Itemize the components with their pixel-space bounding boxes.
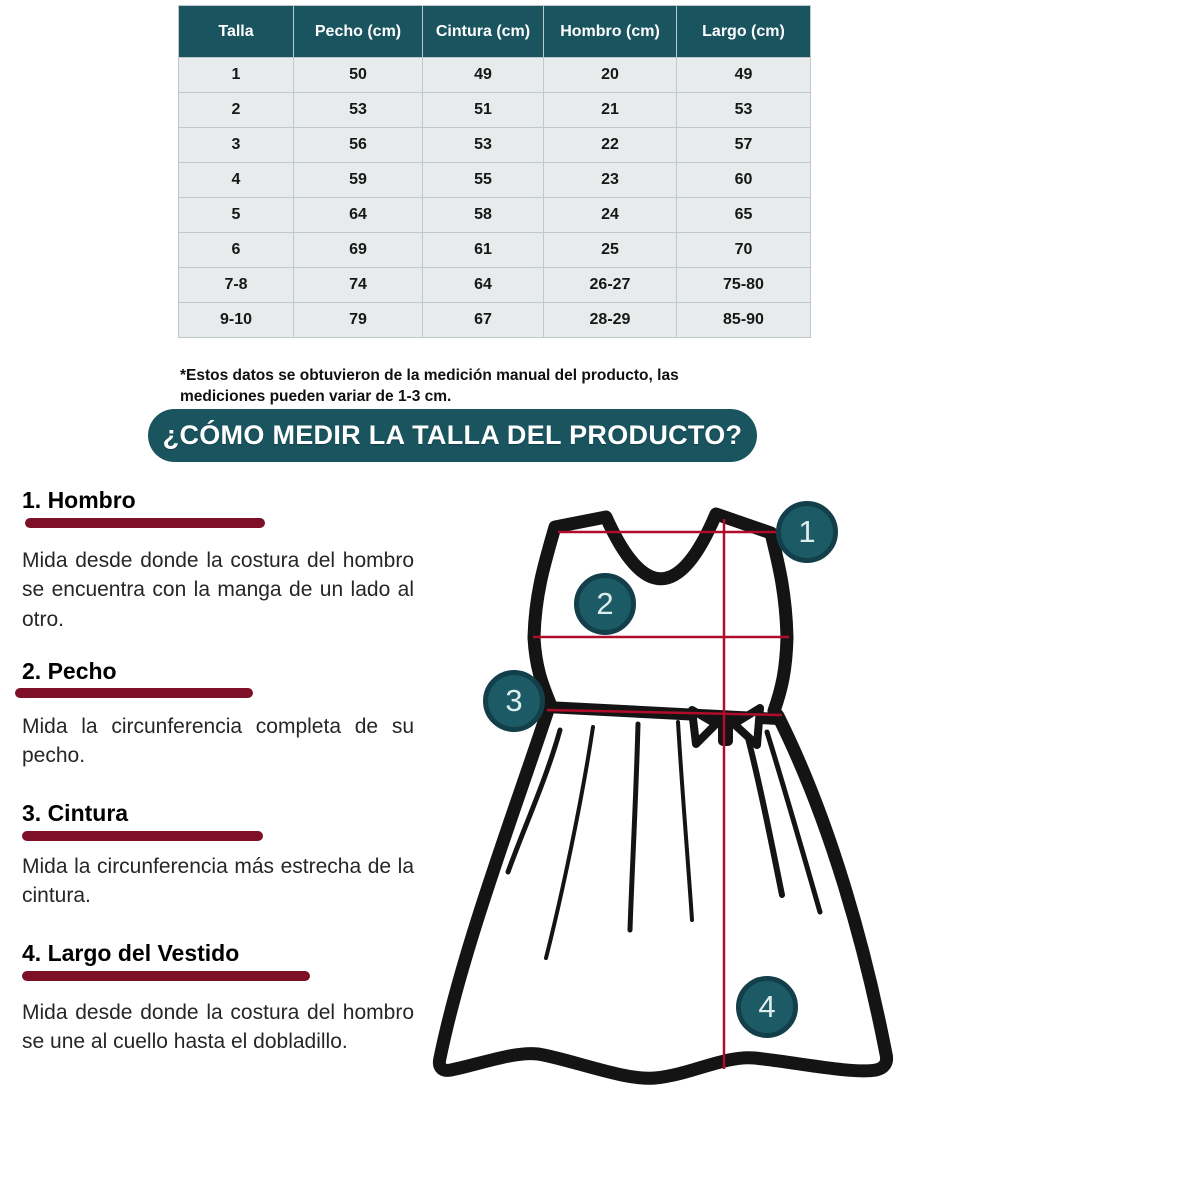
table-cell: 53 <box>294 93 422 127</box>
table-cell: 60 <box>677 163 810 197</box>
instruction-text-hombro: Mida desde donde la costura del hombro se encuentra con la manga de un lado al otro. <box>22 549 414 631</box>
instruction-underline <box>15 688 253 698</box>
table-cell: 1 <box>179 58 293 92</box>
table-cell: 6 <box>179 233 293 267</box>
table-cell: 64 <box>423 268 543 302</box>
instruction-heading-hombro: 1. Hombro <box>22 487 136 513</box>
table-cell: 56 <box>294 128 422 162</box>
instruction-heading-largo: 4. Largo del Vestido <box>22 940 240 966</box>
table-cell: 55 <box>423 163 543 197</box>
table-cell: 3 <box>179 128 293 162</box>
table-cell: 69 <box>294 233 422 267</box>
table-cell: 85-90 <box>677 303 810 337</box>
table-header-cell: Hombro (cm) <box>544 6 676 57</box>
table-cell: 67 <box>423 303 543 337</box>
table-cell: 20 <box>544 58 676 92</box>
instruction-heading-pecho: 2. Pecho <box>22 658 117 684</box>
measurement-footnote: *Estos datos se obtuvieron de la medición manual del producto, las mediciones pueden variar de 1-3 cm. <box>180 366 679 406</box>
instruction-underline <box>25 518 265 528</box>
table-cell: 64 <box>294 198 422 232</box>
table-cell: 5 <box>179 198 293 232</box>
table-cell: 70 <box>677 233 810 267</box>
instruction-underline <box>22 971 310 981</box>
table-cell: 57 <box>677 128 810 162</box>
dress-illustration <box>410 480 930 1120</box>
table-cell: 24 <box>544 198 676 232</box>
size-table <box>178 5 811 338</box>
table-cell: 21 <box>544 93 676 127</box>
table-cell: 58 <box>423 198 543 232</box>
instruction-underline <box>22 831 263 841</box>
table-cell: 25 <box>544 233 676 267</box>
table-cell: 65 <box>677 198 810 232</box>
table-header-cell: Cintura (cm) <box>423 6 543 57</box>
table-header-cell: Largo (cm) <box>677 6 810 57</box>
marker-4-largo: 4 <box>736 976 798 1038</box>
table-header-cell: Pecho (cm) <box>294 6 422 57</box>
dress-drawing <box>410 480 930 1120</box>
marker-2-pecho: 2 <box>574 573 636 635</box>
marker-3-cintura: 3 <box>483 670 545 732</box>
section-title-banner: ¿CÓMO MEDIR LA TALLA DEL PRODUCTO? <box>148 409 757 462</box>
table-cell: 59 <box>294 163 422 197</box>
table-cell: 4 <box>179 163 293 197</box>
instruction-text-pecho: Mida la circunferencia completa de su pecho. <box>22 715 414 768</box>
dress-outline <box>439 514 886 1078</box>
instruction-heading-cintura: 3. Cintura <box>22 800 129 826</box>
table-cell: 53 <box>677 93 810 127</box>
table-cell: 7-8 <box>179 268 293 302</box>
table-cell: 50 <box>294 58 422 92</box>
table-cell: 51 <box>423 93 543 127</box>
table-cell: 49 <box>677 58 810 92</box>
table-cell: 26-27 <box>544 268 676 302</box>
table-cell: 74 <box>294 268 422 302</box>
table-cell: 23 <box>544 163 676 197</box>
table-cell: 53 <box>423 128 543 162</box>
table-cell: 79 <box>294 303 422 337</box>
table-cell: 2 <box>179 93 293 127</box>
table-cell: 75-80 <box>677 268 810 302</box>
table-cell: 61 <box>423 233 543 267</box>
marker-1-hombro: 1 <box>776 501 838 563</box>
instruction-text-cintura: Mida la circunferencia más estrecha de la cintura. <box>22 855 414 908</box>
table-cell: 28-29 <box>544 303 676 337</box>
table-cell: 9-10 <box>179 303 293 337</box>
table-header-cell: Talla <box>179 6 293 57</box>
table-cell: 49 <box>423 58 543 92</box>
table-cell: 22 <box>544 128 676 162</box>
instruction-text-largo: Mida desde donde la costura del hombro se une al cuello hasta el dobladillo. <box>22 1001 414 1054</box>
